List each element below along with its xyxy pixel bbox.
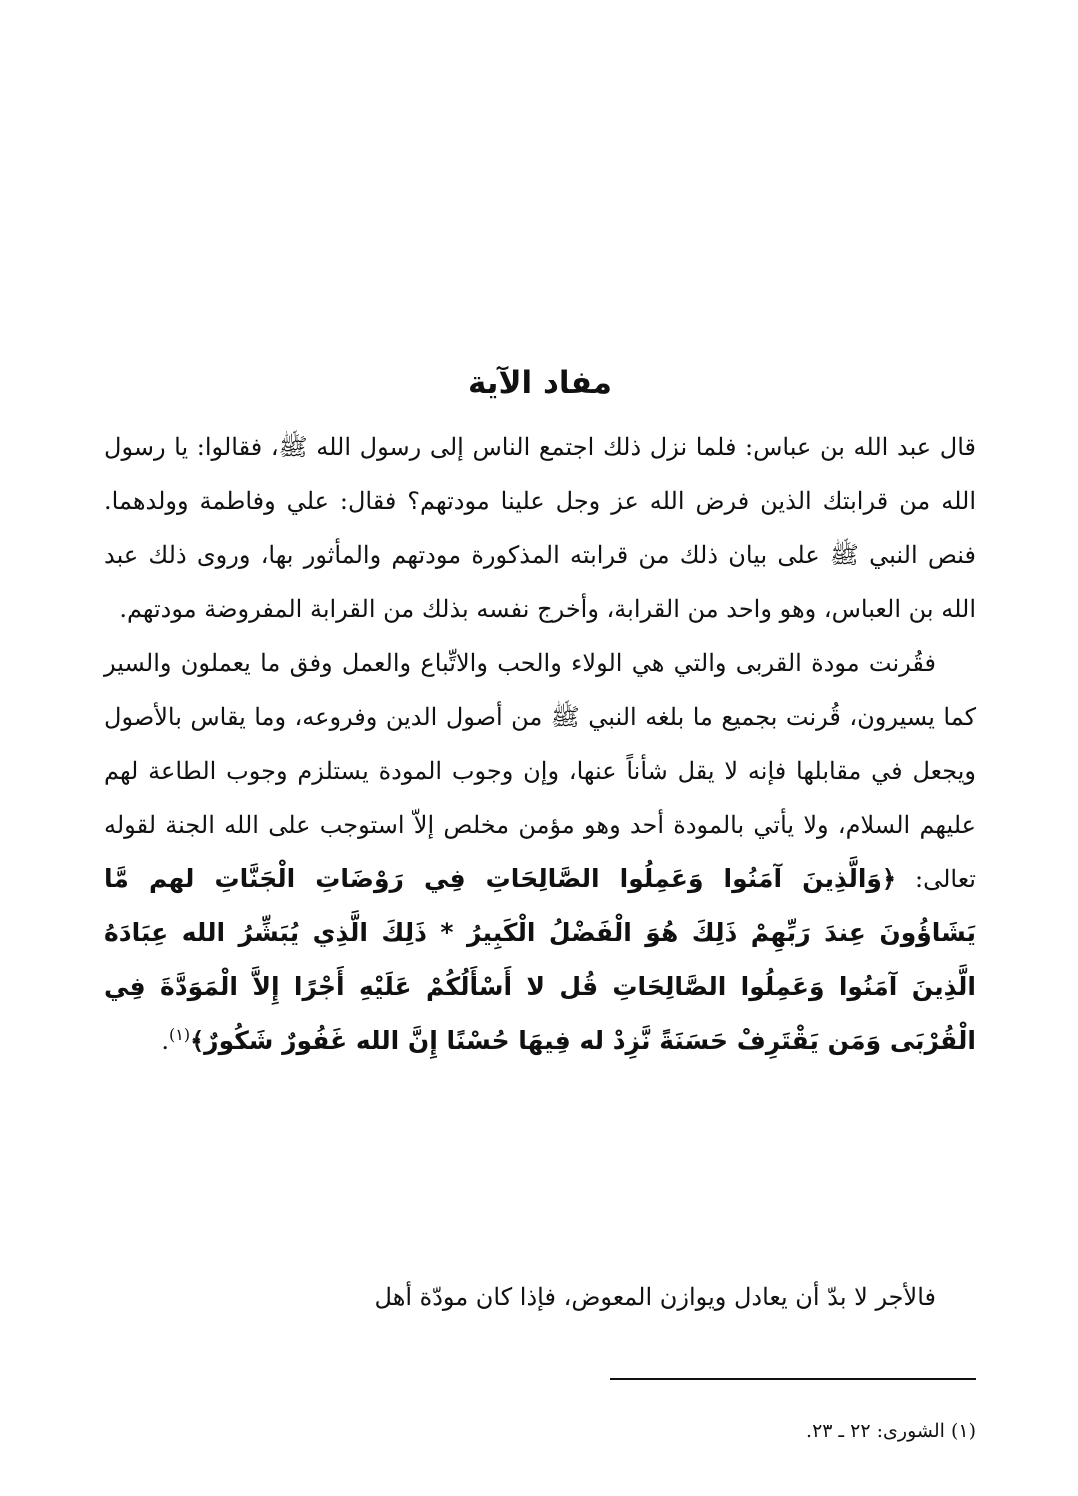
paragraph-2-intro: فقُرنت مودة القربى والتي هي الولاء والحب والاتِّباع والعمل وفق ما يعملون والسير كما يسيرون، قُرنت بجميع ما بلغه النبي ﷺ من أصول الدين وفروعه، وما يقاس بالأصول ويجعل في مقابلها فإنه لا يقل شأناً عنها، وإن وجوب المودة يستلزم وجوب الطاعة لهم عليهم السلام، ولا يأتي بالمودة أحد وهو مؤمن مخلص إلاّ استوجب على الله الجنة لقوله تعالى:: [104, 649, 976, 893]
footnote-divider: [610, 1378, 976, 1380]
footnote: (١) الشورى: ٢٢ ـ ٢٣.: [806, 1420, 976, 1442]
document-page: [104, 0, 976, 1496]
quran-verse: وَالَّذِينَ آمَنُوا وَعَمِلُوا الصَّالِحَاتِ فِي رَوْضَاتِ الْجَنَّاتِ لهم مَّا يَشَاؤُونَ عِندَ رَبِّهِمْ ذَلِكَ هُوَ الْفَضْلُ الْكَبِيرُ * ذَلِكَ الَّذِي يُبَشِّرُ الله عِبَادَهُ الَّذِينَ آمَنُوا وَعَمِلُوا الصَّالِحَاتِ قُل لا أَسْأَلُكُمْ عَلَيْهِ أَجْرًا إِلاَّ الْمَوَدَّةَ فِي الْقُرْبَى وَمَن يَقْتَرِفْ حَسَنَةً نَّزِدْ له فِيهَا حُسْنًا إِنَّ الله غَفُورٌ شَكُورٌ: [104, 864, 976, 1055]
paragraph-2: [104, 636, 976, 1068]
footnote-reference[interactable]: (١): [169, 1025, 191, 1044]
quran-open-bracket: ﴿: [881, 864, 897, 893]
quran-close-bracket: ﴾: [190, 1026, 205, 1055]
paragraph-1: قال عبد الله بن عباس: فلما نزل ذلك اجتمع الناس إلى رسول الله ﷺ، فقالوا: يا رسول الله من قرابتك الذين فرض الله عز وجل علينا مودتهم؟ فقال: علي وفاطمة وولدهما. فنص النبي ﷺ على بيان ذلك من قرابته المذكورة مودتهم والمأثور بها، وروى ذلك عبد الله بن العباس، وهو واحد من القرابة، وأخرج نفسه بذلك من القرابة المفروضة مودتهم.: [104, 433, 976, 623]
main-text: [104, 420, 976, 1068]
sentence-period: .: [161, 1027, 170, 1055]
section-title: مفاد الآية: [468, 364, 612, 401]
paragraph-3: فالأجر لا بدّ أن يعادل ويوازن المعوض، فإذا كان مودّة أهل: [374, 1283, 936, 1311]
